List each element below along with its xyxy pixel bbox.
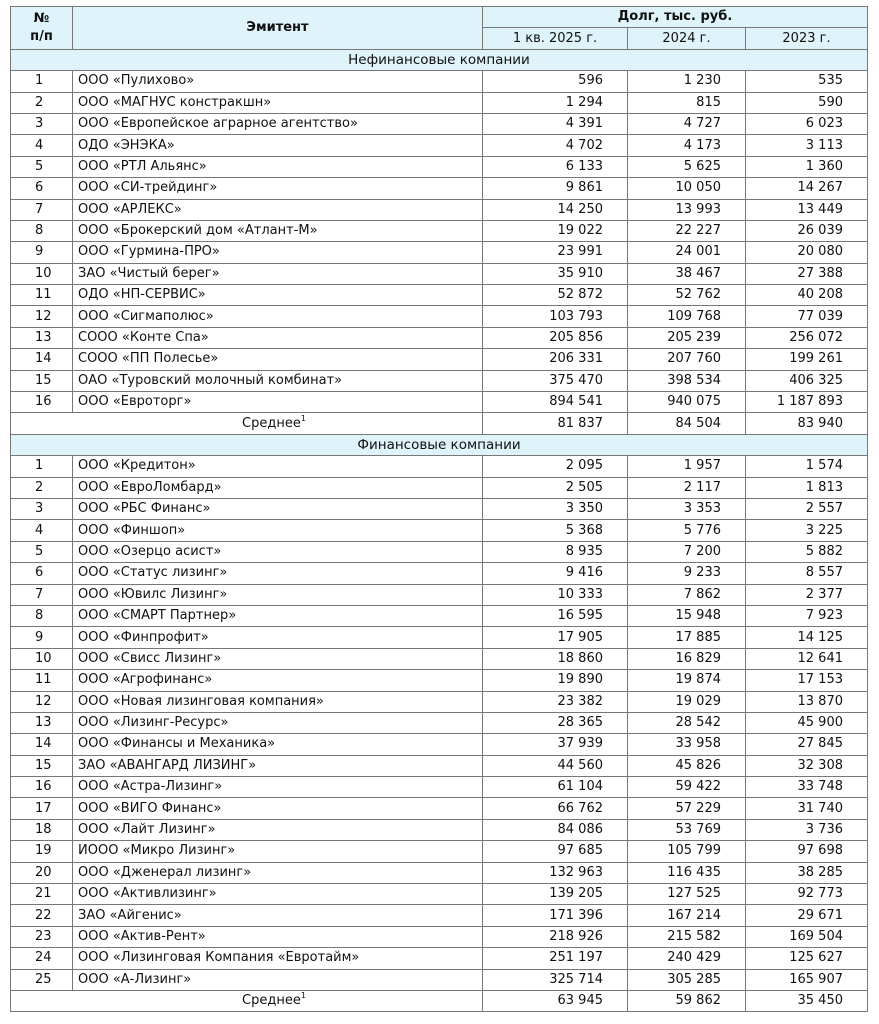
debt-2024: 815 <box>628 92 746 113</box>
table-row <box>11 648 868 669</box>
debt-q1-2025: 18 860 <box>483 648 628 669</box>
average-2024: 59 862 <box>628 990 746 1011</box>
debt-2023: 14 267 <box>746 178 868 199</box>
average-footnote-marker: 1 <box>300 413 306 423</box>
issuer-name: ЗАО «АВАНГАРД ЛИЗИНГ» <box>73 755 483 776</box>
table-row <box>11 969 868 990</box>
row-number: 4 <box>11 135 73 156</box>
debt-2023: 13 449 <box>746 199 868 220</box>
debt-2023: 6 023 <box>746 113 868 134</box>
col-header-number <box>11 7 73 50</box>
debt-2024: 10 050 <box>628 178 746 199</box>
issuer-name: ОДО «НП-СЕРВИС» <box>73 285 483 306</box>
row-number: 23 <box>11 926 73 947</box>
debt-q1-2025: 103 793 <box>483 306 628 327</box>
debt-2023: 27 388 <box>746 263 868 284</box>
table-row <box>11 734 868 755</box>
debt-2023: 20 080 <box>746 242 868 263</box>
debt-2023: 169 504 <box>746 926 868 947</box>
debt-2024: 24 001 <box>628 242 746 263</box>
table-row <box>11 926 868 947</box>
row-number: 8 <box>11 220 73 241</box>
table-header <box>11 7 868 50</box>
row-number: 7 <box>11 584 73 605</box>
issuer-name: ООО «СМАРТ Партнер» <box>73 605 483 626</box>
debt-q1-2025: 1 294 <box>483 92 628 113</box>
average-footnote-marker: 1 <box>300 991 306 1001</box>
issuer-name: СООО «ПП Полесье» <box>73 349 483 370</box>
debt-2024: 1 230 <box>628 71 746 92</box>
issuer-name: ЗАО «Чистый берег» <box>73 263 483 284</box>
table-row <box>11 113 868 134</box>
issuer-name: ООО «МАГНУС констракшн» <box>73 92 483 113</box>
issuer-name: ОДО «ЭНЭКА» <box>73 135 483 156</box>
average-q1-2025: 63 945 <box>483 990 628 1011</box>
table-row <box>11 456 868 477</box>
debt-q1-2025: 251 197 <box>483 948 628 969</box>
issuer-name: ООО «А-Лизинг» <box>73 969 483 990</box>
debt-q1-2025: 596 <box>483 71 628 92</box>
debt-2024: 1 957 <box>628 456 746 477</box>
row-number: 10 <box>11 263 73 284</box>
row-number: 21 <box>11 884 73 905</box>
debt-q1-2025: 52 872 <box>483 285 628 306</box>
debt-2024: 2 117 <box>628 477 746 498</box>
issuer-name: ООО «СИ-трейдинг» <box>73 178 483 199</box>
row-number: 12 <box>11 691 73 712</box>
debt-2023: 38 285 <box>746 862 868 883</box>
debt-2023: 1 360 <box>746 156 868 177</box>
debt-2024: 59 422 <box>628 777 746 798</box>
debt-q1-2025: 14 250 <box>483 199 628 220</box>
debt-q1-2025: 66 762 <box>483 798 628 819</box>
issuer-name: ООО «АРЛЕКС» <box>73 199 483 220</box>
table-row <box>11 712 868 733</box>
debt-q1-2025: 2 505 <box>483 477 628 498</box>
debt-q1-2025: 5 368 <box>483 520 628 541</box>
table-row <box>11 392 868 413</box>
debt-q1-2025: 9 861 <box>483 178 628 199</box>
col-header-number-line2: п/п <box>30 28 53 44</box>
issuer-name: ООО «Новая лизинговая компания» <box>73 691 483 712</box>
debt-q1-2025: 84 086 <box>483 819 628 840</box>
debt-q1-2025: 35 910 <box>483 263 628 284</box>
issuer-name: ООО «Агрофинанс» <box>73 670 483 691</box>
row-number: 7 <box>11 199 73 220</box>
debt-q1-2025: 894 541 <box>483 392 628 413</box>
issuer-name: ИООО «Микро Лизинг» <box>73 841 483 862</box>
col-header-2024: 2024 г. <box>628 28 746 49</box>
debt-q1-2025: 4 391 <box>483 113 628 134</box>
debt-2024: 5 625 <box>628 156 746 177</box>
table-row <box>11 71 868 92</box>
debt-2023: 2 557 <box>746 498 868 519</box>
debt-2024: 19 874 <box>628 670 746 691</box>
debt-q1-2025: 375 470 <box>483 370 628 391</box>
table-row <box>11 263 868 284</box>
debt-2024: 4 727 <box>628 113 746 134</box>
issuer-name: ООО «Лизинг-Ресурс» <box>73 712 483 733</box>
table-row <box>11 520 868 541</box>
debt-2024: 240 429 <box>628 948 746 969</box>
debt-2023: 33 748 <box>746 777 868 798</box>
table-row <box>11 135 868 156</box>
issuer-name: ООО «Гурмина-ПРО» <box>73 242 483 263</box>
issuer-name: ООО «РТЛ Альянс» <box>73 156 483 177</box>
average-label: Среднее <box>242 993 301 1009</box>
debt-q1-2025: 97 685 <box>483 841 628 862</box>
debt-2024: 19 029 <box>628 691 746 712</box>
debt-2024: 7 862 <box>628 584 746 605</box>
debt-2024: 105 799 <box>628 841 746 862</box>
debt-2023: 45 900 <box>746 712 868 733</box>
row-number: 16 <box>11 392 73 413</box>
debt-2023: 32 308 <box>746 755 868 776</box>
table-row <box>11 670 868 691</box>
debt-2023: 165 907 <box>746 969 868 990</box>
table-row <box>11 627 868 648</box>
debt-2024: 127 525 <box>628 884 746 905</box>
debt-2023: 406 325 <box>746 370 868 391</box>
row-number: 5 <box>11 541 73 562</box>
table-row <box>11 498 868 519</box>
row-number: 6 <box>11 178 73 199</box>
row-number: 24 <box>11 948 73 969</box>
debt-2024: 215 582 <box>628 926 746 947</box>
table-body <box>11 49 868 1012</box>
average-row <box>11 990 868 1011</box>
debt-q1-2025: 16 595 <box>483 605 628 626</box>
debt-2023: 3 113 <box>746 135 868 156</box>
debt-2024: 15 948 <box>628 605 746 626</box>
debt-2024: 5 776 <box>628 520 746 541</box>
row-number: 4 <box>11 520 73 541</box>
debt-q1-2025: 9 416 <box>483 563 628 584</box>
debt-2023: 256 072 <box>746 327 868 348</box>
row-number: 12 <box>11 306 73 327</box>
row-number: 5 <box>11 156 73 177</box>
debt-q1-2025: 28 365 <box>483 712 628 733</box>
debt-2023: 3 736 <box>746 819 868 840</box>
issuer-name: ООО «Кредитон» <box>73 456 483 477</box>
row-number: 17 <box>11 798 73 819</box>
row-number: 14 <box>11 349 73 370</box>
row-number: 3 <box>11 113 73 134</box>
debt-2024: 45 826 <box>628 755 746 776</box>
issuer-name: ООО «Свисс Лизинг» <box>73 648 483 669</box>
row-number: 25 <box>11 969 73 990</box>
row-number: 1 <box>11 456 73 477</box>
issuer-name: ООО «Европейское аграрное агентство» <box>73 113 483 134</box>
debt-q1-2025: 6 133 <box>483 156 628 177</box>
table-row <box>11 92 868 113</box>
row-number: 16 <box>11 777 73 798</box>
row-number: 20 <box>11 862 73 883</box>
debt-q1-2025: 218 926 <box>483 926 628 947</box>
debt-2024: 17 885 <box>628 627 746 648</box>
debt-2024: 22 227 <box>628 220 746 241</box>
debt-2023: 2 377 <box>746 584 868 605</box>
row-number: 13 <box>11 712 73 733</box>
debt-2023: 125 627 <box>746 948 868 969</box>
table-row <box>11 306 868 327</box>
debt-q1-2025: 23 991 <box>483 242 628 263</box>
debt-q1-2025: 4 702 <box>483 135 628 156</box>
debt-2023: 1 813 <box>746 477 868 498</box>
table-row <box>11 605 868 626</box>
debt-2024: 940 075 <box>628 392 746 413</box>
issuer-name: ООО «ВИГО Финанс» <box>73 798 483 819</box>
table-row <box>11 777 868 798</box>
section-title: Финансовые компании <box>11 434 868 455</box>
average-2024: 84 504 <box>628 413 746 434</box>
debt-q1-2025: 205 856 <box>483 327 628 348</box>
debt-q1-2025: 61 104 <box>483 777 628 798</box>
row-number: 3 <box>11 498 73 519</box>
debt-2023: 40 208 <box>746 285 868 306</box>
row-number: 22 <box>11 905 73 926</box>
row-number: 11 <box>11 285 73 306</box>
average-row <box>11 413 868 434</box>
debt-2024: 52 762 <box>628 285 746 306</box>
row-number: 18 <box>11 819 73 840</box>
table-row <box>11 884 868 905</box>
table-row <box>11 370 868 391</box>
issuer-name: ООО «Дженерал лизинг» <box>73 862 483 883</box>
table-row <box>11 862 868 883</box>
debt-2023: 17 153 <box>746 670 868 691</box>
debt-2023: 77 039 <box>746 306 868 327</box>
debt-q1-2025: 8 935 <box>483 541 628 562</box>
section-header-row <box>11 49 868 70</box>
debt-q1-2025: 3 350 <box>483 498 628 519</box>
table-row <box>11 285 868 306</box>
debt-2023: 12 641 <box>746 648 868 669</box>
debt-2024: 3 353 <box>628 498 746 519</box>
issuer-name: ООО «Пулихово» <box>73 71 483 92</box>
debt-2023: 590 <box>746 92 868 113</box>
debt-2023: 29 671 <box>746 905 868 926</box>
debt-2024: 207 760 <box>628 349 746 370</box>
row-number: 9 <box>11 242 73 263</box>
debt-2024: 33 958 <box>628 734 746 755</box>
row-number: 15 <box>11 370 73 391</box>
issuer-name: ООО «РБС Финанс» <box>73 498 483 519</box>
debt-2024: 57 229 <box>628 798 746 819</box>
issuer-name: ООО «Финшоп» <box>73 520 483 541</box>
issuer-name: ООО «Сигмаполюс» <box>73 306 483 327</box>
issuer-name: СООО «Конте Спа» <box>73 327 483 348</box>
row-number: 6 <box>11 563 73 584</box>
debt-q1-2025: 37 939 <box>483 734 628 755</box>
issuer-name: ООО «Евроторг» <box>73 392 483 413</box>
debt-2023: 3 225 <box>746 520 868 541</box>
average-2023: 35 450 <box>746 990 868 1011</box>
issuer-name: ОАО «Туровский молочный комбинат» <box>73 370 483 391</box>
issuer-name: ООО «Лизинговая Компания «Евротайм» <box>73 948 483 969</box>
debt-q1-2025: 2 095 <box>483 456 628 477</box>
debt-2024: 4 173 <box>628 135 746 156</box>
issuer-name: ООО «ЕвроЛомбард» <box>73 477 483 498</box>
debt-2023: 27 845 <box>746 734 868 755</box>
row-number: 14 <box>11 734 73 755</box>
table-row <box>11 563 868 584</box>
table-row <box>11 178 868 199</box>
row-number: 9 <box>11 627 73 648</box>
debt-2023: 7 923 <box>746 605 868 626</box>
table-row <box>11 220 868 241</box>
issuer-name: ООО «Астра-Лизинг» <box>73 777 483 798</box>
debt-2024: 398 534 <box>628 370 746 391</box>
table-row <box>11 349 868 370</box>
table-row <box>11 242 868 263</box>
debt-q1-2025: 325 714 <box>483 969 628 990</box>
debt-q1-2025: 23 382 <box>483 691 628 712</box>
debt-q1-2025: 10 333 <box>483 584 628 605</box>
issuer-name: ООО «Лайт Лизинг» <box>73 819 483 840</box>
row-number: 13 <box>11 327 73 348</box>
debt-q1-2025: 171 396 <box>483 905 628 926</box>
col-header-q1-2025: 1 кв. 2025 г. <box>483 28 628 49</box>
average-2023: 83 940 <box>746 413 868 434</box>
issuer-name: ООО «Финансы и Механика» <box>73 734 483 755</box>
table-row <box>11 819 868 840</box>
debt-2024: 28 542 <box>628 712 746 733</box>
table-row <box>11 156 868 177</box>
table-row <box>11 584 868 605</box>
debt-2024: 16 829 <box>628 648 746 669</box>
table-row <box>11 841 868 862</box>
table-row <box>11 948 868 969</box>
table-row <box>11 199 868 220</box>
debt-q1-2025: 132 963 <box>483 862 628 883</box>
table-row <box>11 905 868 926</box>
col-header-issuer: Эмитент <box>73 7 483 50</box>
debt-2023: 5 882 <box>746 541 868 562</box>
table-row <box>11 477 868 498</box>
row-number: 1 <box>11 71 73 92</box>
col-header-number-line1: № <box>33 10 50 26</box>
issuer-name: ООО «Озерцо асист» <box>73 541 483 562</box>
row-number: 8 <box>11 605 73 626</box>
debt-2024: 38 467 <box>628 263 746 284</box>
debt-2024: 109 768 <box>628 306 746 327</box>
debt-2024: 13 993 <box>628 199 746 220</box>
debt-2023: 8 557 <box>746 563 868 584</box>
section-header-row <box>11 434 868 455</box>
debt-2023: 1 574 <box>746 456 868 477</box>
debt-2023: 92 773 <box>746 884 868 905</box>
issuer-name: ООО «Статус лизинг» <box>73 563 483 584</box>
row-number: 2 <box>11 92 73 113</box>
debt-q1-2025: 19 890 <box>483 670 628 691</box>
debt-2023: 26 039 <box>746 220 868 241</box>
debt-2023: 31 740 <box>746 798 868 819</box>
table-row <box>11 541 868 562</box>
section-title: Нефинансовые компании <box>11 49 868 70</box>
average-label-cell <box>11 413 483 434</box>
row-number: 10 <box>11 648 73 669</box>
row-number: 19 <box>11 841 73 862</box>
debt-2023: 199 261 <box>746 349 868 370</box>
issuer-name: ООО «Актив-Рент» <box>73 926 483 947</box>
issuer-name: ООО «Активлизинг» <box>73 884 483 905</box>
debt-q1-2025: 44 560 <box>483 755 628 776</box>
col-header-debt: Долг, тыс. руб. <box>483 7 868 28</box>
issuer-name: ООО «Финпрофит» <box>73 627 483 648</box>
debt-q1-2025: 17 905 <box>483 627 628 648</box>
debt-2024: 9 233 <box>628 563 746 584</box>
average-q1-2025: 81 837 <box>483 413 628 434</box>
issuer-name: ЗАО «Айгенис» <box>73 905 483 926</box>
debt-2024: 205 239 <box>628 327 746 348</box>
row-number: 11 <box>11 670 73 691</box>
debt-q1-2025: 19 022 <box>483 220 628 241</box>
debt-2024: 7 200 <box>628 541 746 562</box>
debt-q1-2025: 206 331 <box>483 349 628 370</box>
debt-2023: 97 698 <box>746 841 868 862</box>
issuer-name: ООО «Ювилс Лизинг» <box>73 584 483 605</box>
table-row <box>11 691 868 712</box>
table-row <box>11 327 868 348</box>
table-row <box>11 755 868 776</box>
debt-2023: 14 125 <box>746 627 868 648</box>
average-label: Среднее <box>242 415 301 431</box>
row-number: 2 <box>11 477 73 498</box>
debt-2023: 535 <box>746 71 868 92</box>
debt-q1-2025: 139 205 <box>483 884 628 905</box>
debt-2023: 13 870 <box>746 691 868 712</box>
table-row <box>11 798 868 819</box>
debt-2024: 167 214 <box>628 905 746 926</box>
row-number: 15 <box>11 755 73 776</box>
col-header-2023: 2023 г. <box>746 28 868 49</box>
average-label-cell <box>11 990 483 1011</box>
debt-2024: 53 769 <box>628 819 746 840</box>
debt-2023: 1 187 893 <box>746 392 868 413</box>
debt-table <box>10 6 868 1012</box>
debt-2024: 305 285 <box>628 969 746 990</box>
debt-2024: 116 435 <box>628 862 746 883</box>
issuer-name: ООО «Брокерский дом «Атлант-М» <box>73 220 483 241</box>
